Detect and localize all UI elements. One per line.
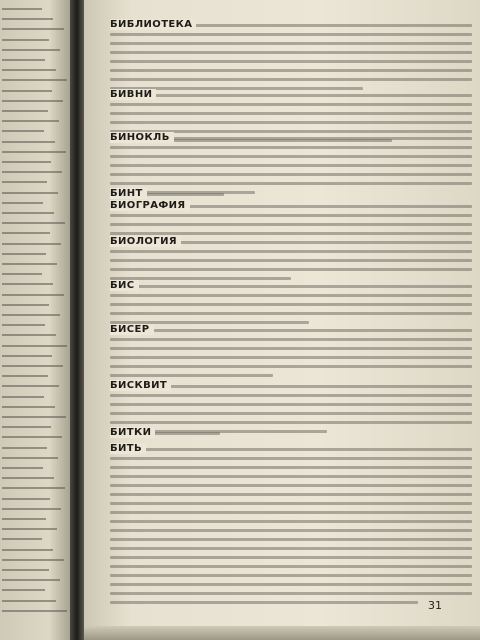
left-page-text-line (2, 518, 46, 520)
headword: БИОЛОГИЯ (110, 236, 181, 247)
left-page-text-line (2, 232, 50, 234)
left-page-text-line (2, 28, 64, 30)
left-page-text-line (2, 263, 57, 265)
left-page-text-line (2, 100, 63, 102)
left-page-text-line (2, 79, 67, 81)
left-page-text-line (2, 345, 67, 347)
left-page-text-line (2, 375, 48, 377)
left-page (0, 0, 70, 640)
left-page-text-line (2, 212, 54, 214)
left-page-text-line (2, 334, 56, 336)
left-page-text-line (2, 283, 53, 285)
left-page-text-line (2, 457, 58, 459)
left-page-text-line (2, 365, 63, 367)
left-page-text-line (2, 498, 50, 500)
book-gutter (70, 0, 84, 640)
left-page-text-line (2, 467, 43, 469)
left-page-text-line (2, 8, 42, 10)
left-page-text-line (2, 243, 61, 245)
entry-bit (110, 436, 472, 604)
entry-biser (110, 317, 472, 377)
left-page-text-line (2, 90, 52, 92)
headword: БИСКВИТ (110, 380, 171, 391)
headword: БИС (110, 280, 139, 291)
left-page-text-line (2, 161, 51, 163)
left-page-text-line (2, 192, 58, 194)
left-page-text-line (2, 508, 61, 510)
left-page-text-line (2, 39, 49, 41)
left-page-text-line (2, 610, 67, 612)
left-page-text-line (2, 569, 49, 571)
left-page-text-line (2, 487, 65, 489)
entry-bitki (110, 420, 472, 438)
left-page-text-line (2, 110, 48, 112)
left-page-text-line (2, 426, 51, 428)
headword: БИВНИ (110, 89, 156, 100)
left-page-text-line (2, 538, 42, 540)
left-page-text-line (2, 589, 45, 591)
left-page-text-line (2, 202, 43, 204)
headword: БИБЛИОТЕКА (110, 19, 196, 30)
headword: БИНТ (110, 188, 147, 199)
left-page-text-line (2, 355, 52, 357)
left-page-text-line (2, 294, 64, 296)
left-page-text-line (2, 222, 65, 224)
left-page-text-line (2, 324, 45, 326)
left-page-text-line (2, 559, 64, 561)
left-page-text-line (2, 549, 53, 551)
headword: БИНОКЛЬ (110, 132, 174, 143)
left-page-text-line (2, 59, 45, 61)
left-page-text-line (2, 314, 60, 316)
left-page-text-line (2, 416, 66, 418)
headword: БИТКИ (110, 427, 155, 438)
left-page-text-line (2, 396, 44, 398)
left-page-text-line (2, 579, 60, 581)
headword: БИОГРАФИЯ (110, 200, 190, 211)
left-page-text-line (2, 447, 47, 449)
left-page-text-line (2, 171, 62, 173)
left-page-text-line (2, 69, 56, 71)
left-page-text-line (2, 273, 42, 275)
left-page-text-line (2, 304, 49, 306)
left-page-text-line (2, 477, 54, 479)
left-page-text-line (2, 528, 57, 530)
left-page-text-line (2, 141, 55, 143)
left-page-text-line (2, 18, 53, 20)
left-page-text-line (2, 600, 56, 602)
left-page-text-line (2, 49, 60, 51)
right-page (84, 0, 480, 640)
entry-bibliothek (110, 12, 472, 90)
page-number: 31 (428, 599, 442, 612)
left-page-text-line (2, 130, 44, 132)
left-page-text-line (2, 406, 55, 408)
headword: БИСЕР (110, 324, 154, 335)
left-page-text-line (2, 151, 66, 153)
left-page-text-line (2, 120, 59, 122)
left-page-text-line (2, 181, 47, 183)
page-bottom-edge (84, 626, 480, 640)
left-page-text-line (2, 436, 62, 438)
left-page-text-line (2, 385, 59, 387)
headword: БИТЬ (110, 443, 146, 454)
left-page-text-line (2, 253, 46, 255)
